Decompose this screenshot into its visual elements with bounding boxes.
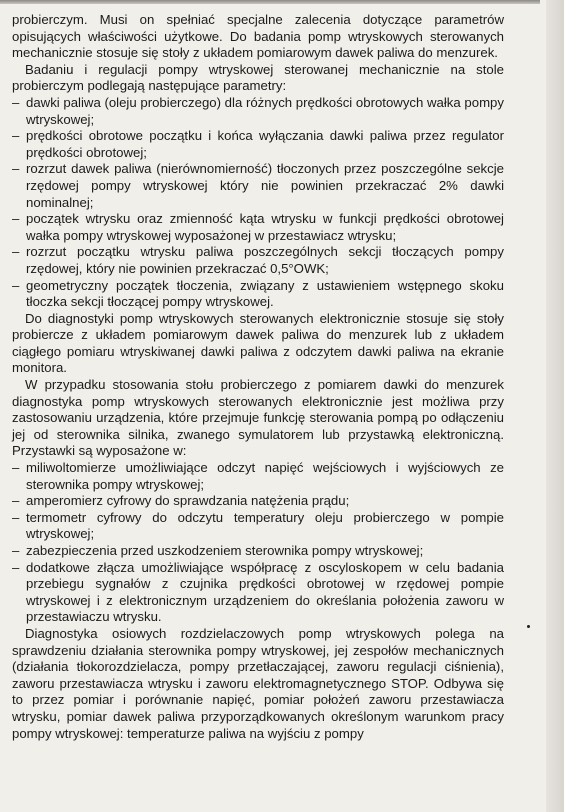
list-item: – początek wtrysku oraz zmienność kąta wtrysku w funkcji prędkości obrotowej wałka pompy wtryskowej wyposażonej w przestawiacz wtrysku; — [12, 211, 504, 244]
document-page — [12, 12, 504, 742]
list-item: – dodatkowe złącza umożliwiające współpracę z oscyloskopem w celu badania przebiegu sygnałów z czujnika prędkości obrotowej w rzędowej pompie wtryskowej i z elektronicznym urządzeniem do określania położenia zaworu w przestawiaczu wtrysku. — [12, 560, 504, 626]
list-item: – dawki paliwa (oleju probierczego) dla różnych prędkości obrotowych wałka pompy wtryskowej; — [12, 95, 504, 128]
paragraph-1: probierczym. Musi on spełniać specjalne zalecenia dotyczące parametrów opisujących właściwości użytkowe. Do badania pomp wtryskowych sterowanych mechanicznie stosuje się stoły z układem pomiarowym dawek paliwa do menzurek. — [12, 12, 504, 61]
page-right-edge — [546, 0, 564, 812]
list-item: – rozrzut dawek paliwa (nierównomierność) tłoczonych przez poszczególne sekcje rzędowej pompy wtryskowej który nie powinien przekraczać 2% dawki nominalnej; — [12, 161, 504, 211]
list-item: – prędkości obrotowe początku i końca wyłączania dawki paliwa przez regulator prędkości obrotowej; — [12, 128, 504, 161]
equipment-list — [12, 460, 504, 626]
paragraph-5: Diagnostyka osiowych rozdzielaczowych pomp wtryskowych polega na sprawdzeniu działania sterownika pompy wtryskowej, jej zespołów mechanicznych (działania tłokorozdzielacza, pompy przetłaczającej, zaworu regulacji ciśnienia), zaworu przestawiacza wtrysku i zaworu elektromagnetycznego STOP. Odbywa się to przez pomiar i porównanie napięć, pomiar położeń zaworu przestawiacza wtrysku, pomiar dawek paliwa przyporządkowanych określonym warunkom pracy pompy wtryskowej: temperaturze paliwa na wyjściu z pompy — [12, 625, 504, 741]
list-item: – termometr cyfrowy do odczytu temperatury oleju probierczego w pompie wtryskowej; — [12, 510, 504, 543]
parameter-list — [12, 95, 504, 311]
list-item: – geometryczny początek tłoczenia, związany z ustawieniem wstępnego skoku tłoczka sekcji tłoczącej pompy wtryskowej. — [12, 278, 504, 311]
print-speck — [527, 625, 530, 628]
list-item: – amperomierz cyfrowy do sprawdzania natężenia prądu; — [12, 493, 504, 510]
page-top-edge — [0, 0, 540, 4]
list-item: – zabezpieczenia przed uszkodzeniem sterownika pompy wtryskowej; — [12, 543, 504, 560]
paragraph-4: W przypadku stosowania stołu probierczego z pomiarem dawki do menzurek diagnostyka pomp wtryskowych sterowanych elektronicznie jest możliwa przy zastosowaniu urządzenia, które przejmuje funkcję sterowania pompą po odłączeniu jej od sterownika silnika, zwanego symulatorem lub przystawką elektroniczną. Przystawki są wyposażone w: — [12, 377, 504, 459]
paragraph-2: Badaniu i regulacji pompy wtryskowej sterowanej mechanicznie na stole probierczym podlegają następujące parametry: — [12, 61, 504, 94]
list-item: – miliwoltomierze umożliwiające odczyt napięć wejściowych i wyjściowych ze sterownika pompy wtryskowej; — [12, 460, 504, 493]
paragraph-3: Do diagnostyki pomp wtryskowych sterowanych elektronicznie stosuje się stoły probiercze z układem pomiarowym dawek paliwa do menzurek lub z układem ciągłego pomiaru wtryskiwanej dawki paliwa z odczytem dawki paliwa na ekranie monitora. — [12, 310, 504, 376]
list-item: – rozrzut początku wtrysku paliwa poszczególnych sekcji tłoczących pompy rzędowej, który nie powinien przekraczać 0,5°OWK; — [12, 244, 504, 277]
